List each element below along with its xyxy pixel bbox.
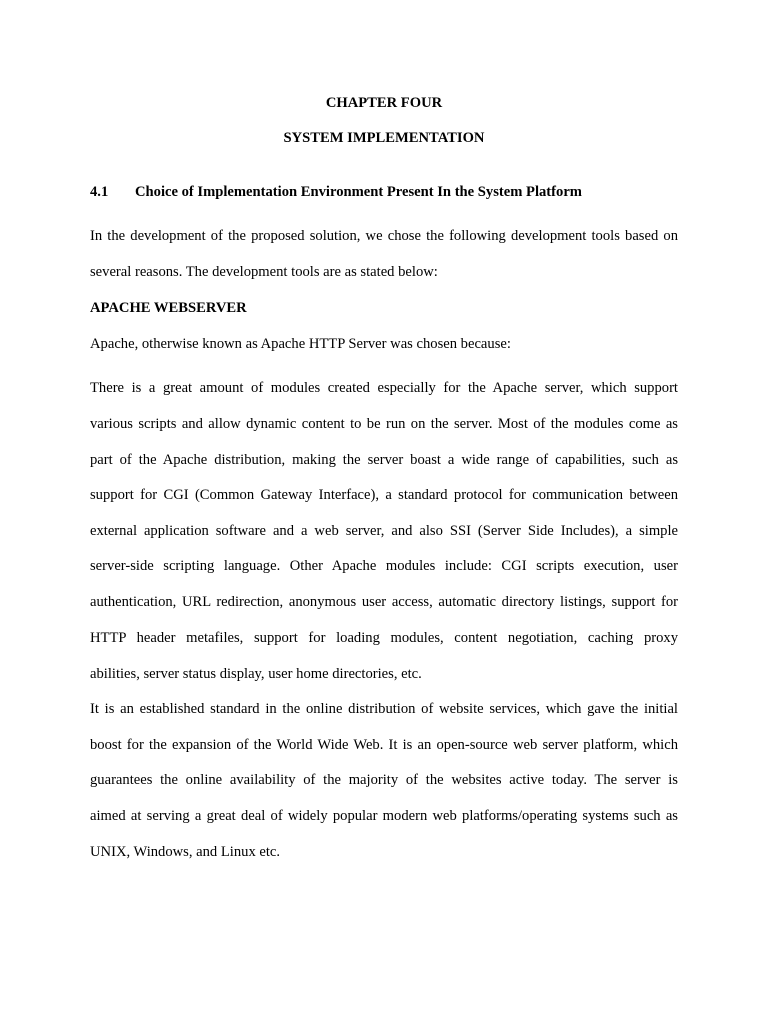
paragraph1-line: support for CGI (Common Gateway Interface), a standard protocol for communication between bbox=[90, 487, 678, 503]
subheading-apache: APACHE WEBSERVER bbox=[90, 300, 247, 316]
chapter-heading: CHAPTER FOUR bbox=[325, 95, 443, 111]
paragraph2-line: UNIX, Windows, and Linux etc. bbox=[90, 844, 281, 860]
intro-line: several reasons. The development tools are as stated below: bbox=[90, 264, 438, 280]
paragraph2-line: aimed at serving a great deal of widely popular modern web platforms/operating systems such as bbox=[90, 808, 678, 824]
chapter-title: SYSTEM IMPLEMENTATION bbox=[283, 130, 485, 146]
paragraph1-line: abilities, server status display, user home directories, etc. bbox=[90, 666, 422, 682]
paragraph2-line: It is an established standard in the online distribution of website services, which gave the initial bbox=[90, 701, 678, 717]
section-title: Choice of Implementation Environment Present In the System Platform bbox=[135, 184, 582, 200]
paragraph1-line: external application software and a web server, and also SSI (Server Side Includes), a simple bbox=[90, 523, 678, 539]
paragraph1-line: server-side scripting language. Other Apache modules include: CGI scripts execution, user bbox=[90, 558, 678, 574]
paragraph1-line: HTTP header metafiles, support for loading modules, content negotiation, caching proxy bbox=[90, 630, 678, 646]
section-number: 4.1 bbox=[90, 184, 109, 200]
apache-intro: Apache, otherwise known as Apache HTTP Server was chosen because: bbox=[90, 336, 511, 352]
paragraph2-line: guarantees the online availability of the majority of the websites active today. The server is bbox=[90, 772, 678, 788]
paragraph1-line: part of the Apache distribution, making the server boast a wide range of capabilities, such as bbox=[90, 452, 678, 468]
intro-line: In the development of the proposed solution, we chose the following development tools based on bbox=[90, 228, 678, 244]
paragraph1-line: There is a great amount of modules created especially for the Apache server, which support bbox=[90, 380, 678, 396]
paragraph1-line: authentication, URL redirection, anonymous user access, automatic directory listings, support for bbox=[90, 594, 678, 610]
paragraph1-line: various scripts and allow dynamic content to be run on the server. Most of the modules come as bbox=[90, 416, 678, 432]
paragraph2-line: boost for the expansion of the World Wide Web. It is an open-source web server platform, which bbox=[90, 737, 678, 753]
